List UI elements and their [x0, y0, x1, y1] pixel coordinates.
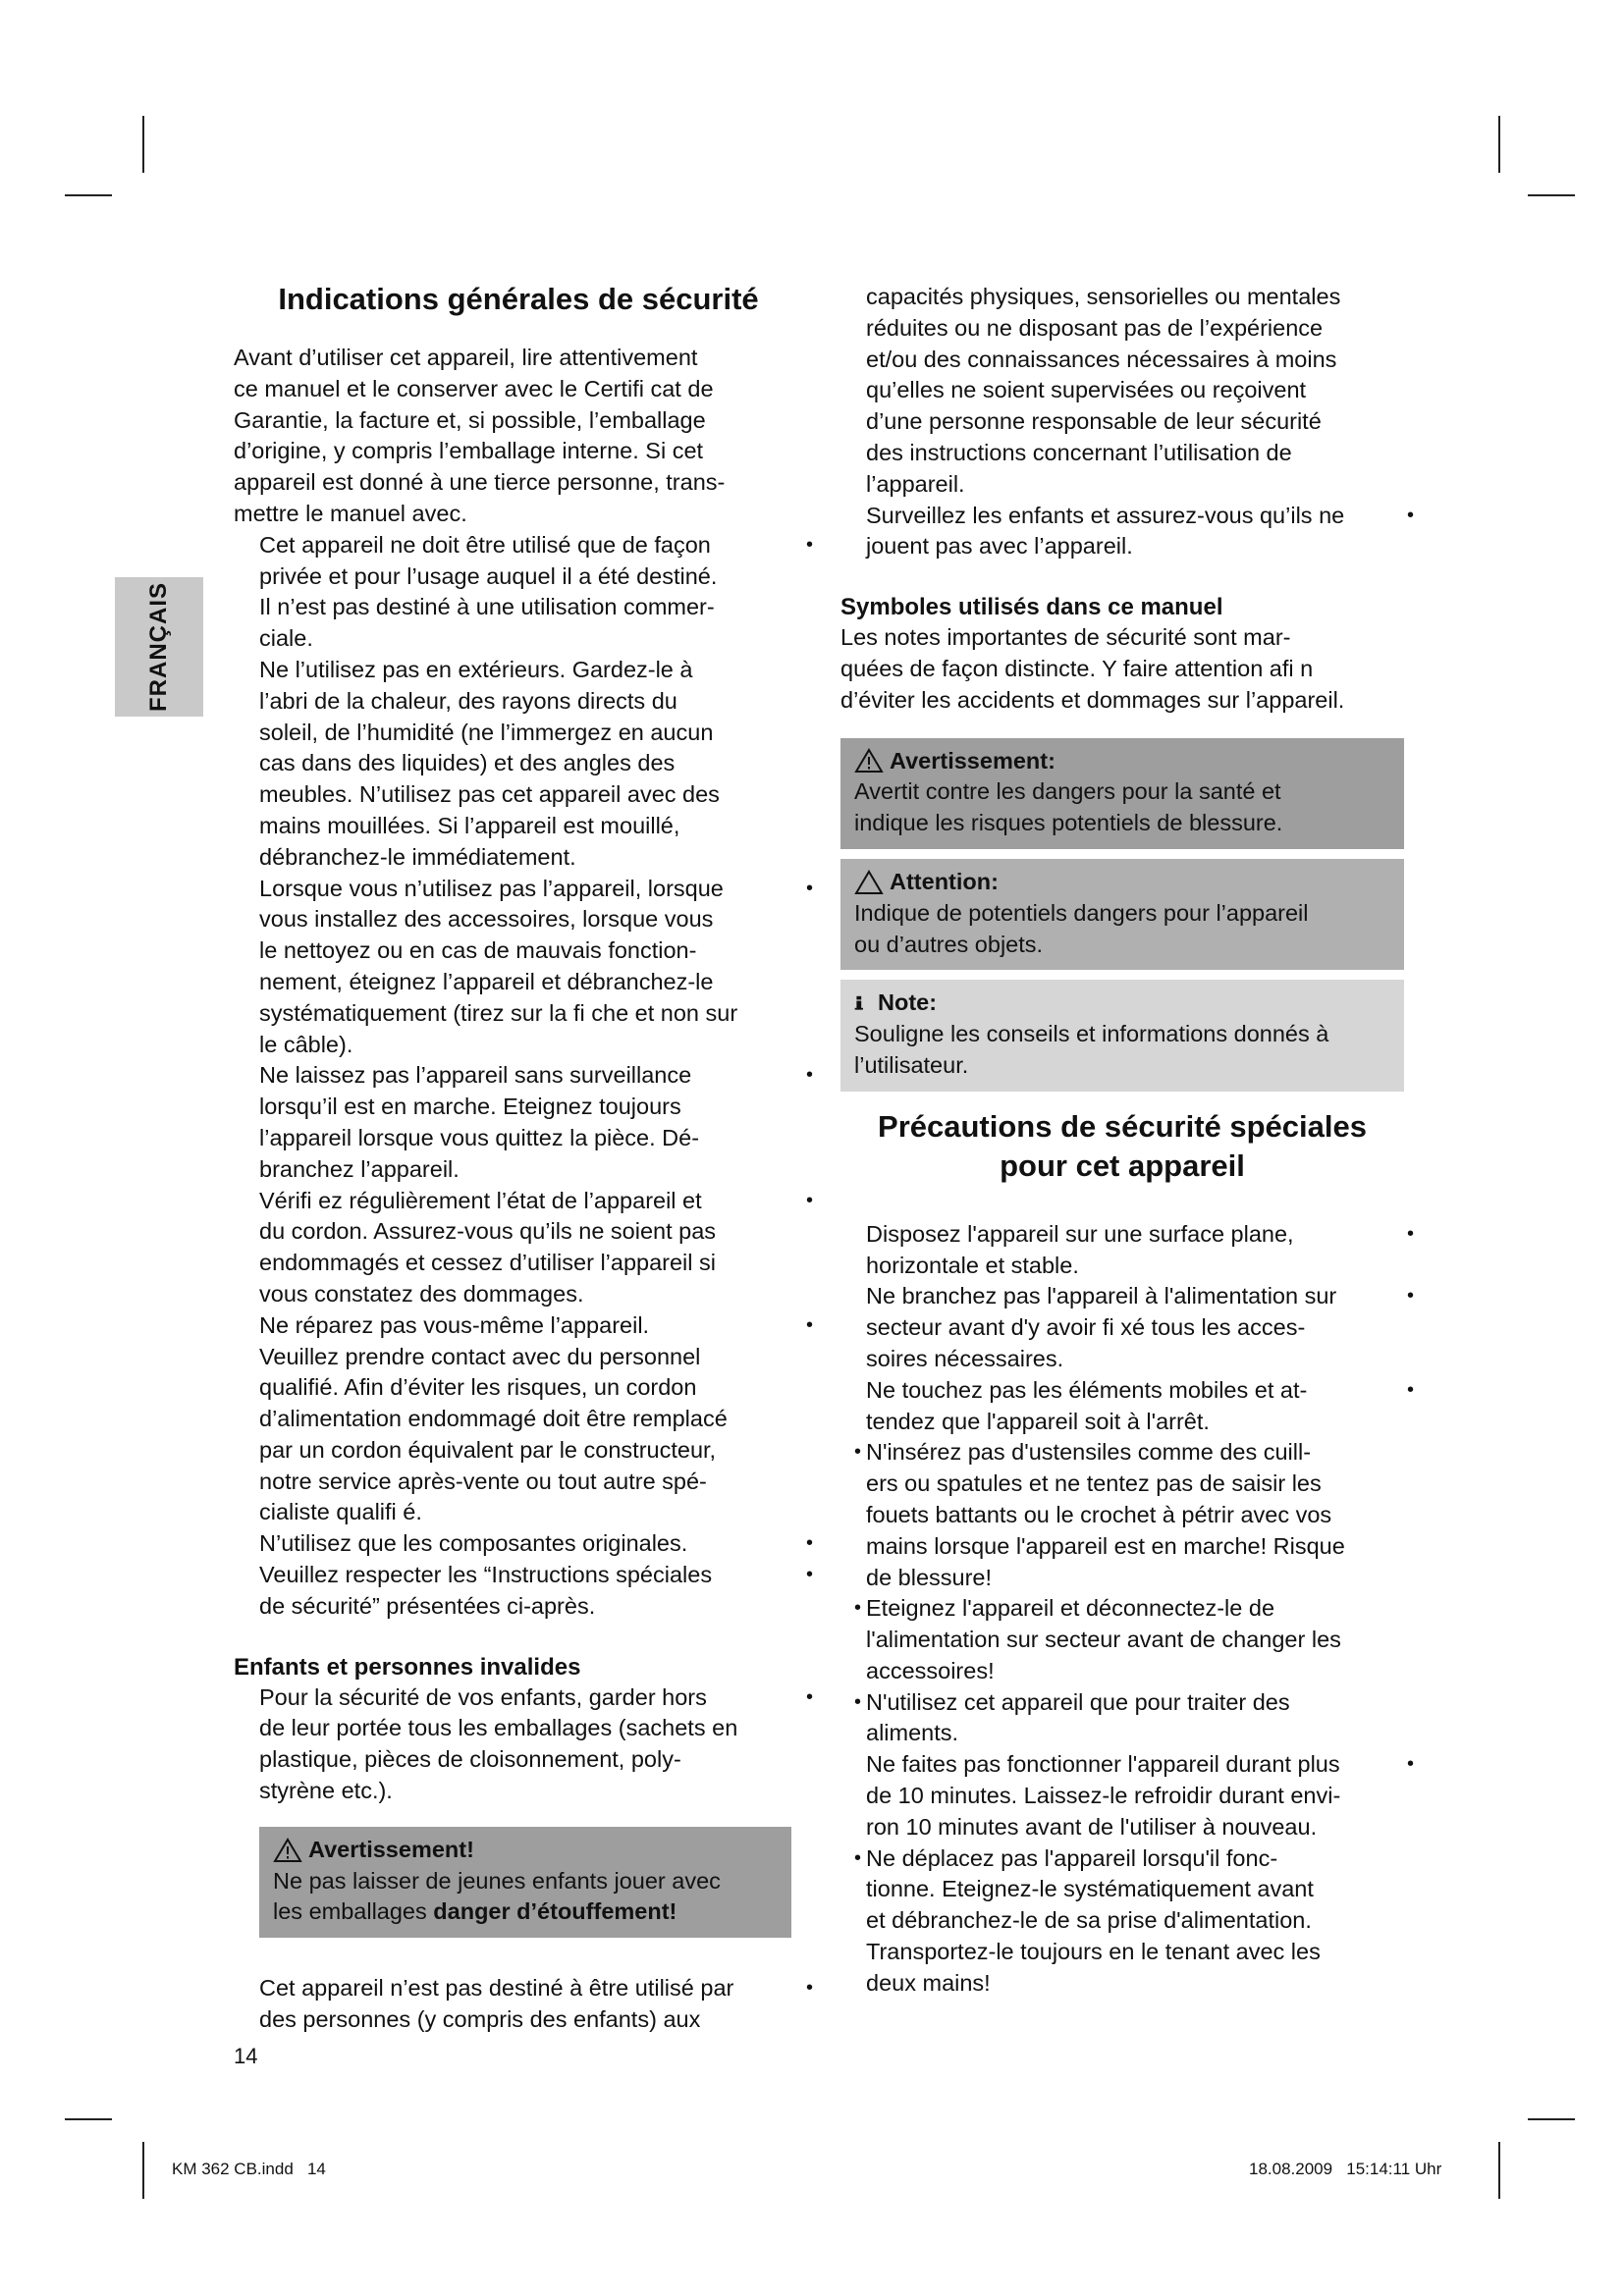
bullet-item	[234, 874, 813, 1061]
bullet-line: Ne faites pas fonctionner l'appareil durant plus	[866, 1751, 1340, 1778]
intro-line: d’origine, y compris l’emballage interne. Si cet	[234, 438, 704, 464]
bullet-line: le câble).	[259, 1031, 353, 1057]
bullet-line: ers ou spatules et ne tentez pas de saisir les	[866, 1470, 1322, 1497]
bullet-line: l'alimentation sur secteur avant de changer les	[866, 1627, 1341, 1653]
warning-box-line: Ne pas laisser de jeunes enfants jouer avec	[273, 1867, 721, 1894]
crop-mark	[1498, 2142, 1500, 2199]
bullet-line: Ne déplacez pas l'appareil lorsqu'il fonc-	[866, 1844, 1278, 1871]
warning-box-title: Avertissement!	[273, 1835, 780, 1866]
attention-legend-line: ou d’autres objets.	[854, 931, 1044, 957]
bullet-line: meubles. N’utilisez pas cet appareil avec des	[259, 781, 720, 808]
bullet-line: N'insérez pas d'ustensiles comme des cuill-	[866, 1439, 1312, 1466]
special-precautions-bullets	[840, 1219, 1414, 2000]
bullet-line: Disposez l'appareil sur une surface plane,	[866, 1220, 1294, 1247]
continuation-line: capacités physiques, sensorielles ou mentales	[866, 284, 1341, 309]
symbols-heading: Symboles utilisés dans ce manuel	[840, 594, 1223, 621]
general-safety-bullets	[234, 530, 813, 1623]
bullet-mark: •	[805, 1685, 813, 1708]
bullet-line: du cordon. Assurez-vous qu’ils ne soient pas	[259, 1218, 717, 1245]
continuation-line: d’une personne responsable de leur sécurité	[866, 408, 1322, 435]
bullet-line: aliments.	[866, 1720, 959, 1746]
language-tab-label: FRANÇAIS	[145, 582, 172, 712]
bullet-item	[234, 1310, 813, 1529]
bullet-line: privée et pour l’usage auquel il a été destiné.	[259, 562, 718, 589]
bullet-line: de 10 minutes. Laissez-le refroidir durant envi-	[866, 1783, 1341, 1809]
intro-line: ce manuel et le conserver avec le Certifi cat de	[234, 375, 714, 401]
bullet-line: endommagés et cessez d’utiliser l’appareil si	[259, 1250, 716, 1276]
bullet-mark: •	[854, 1597, 862, 1620]
bullet-line: plastique, pièces de cloisonnement, poly-	[259, 1746, 681, 1773]
bullet-line: de leur portée tous les emballages (sachets en	[259, 1715, 738, 1741]
bullet-line: branchez l’appareil.	[259, 1155, 460, 1182]
special-precautions-title: Précautions de sécurité spéciales pour cet appareil	[878, 1108, 1367, 1183]
bullet-line: Veuillez prendre contact avec du personnel	[259, 1343, 701, 1369]
bullet-item	[840, 1219, 1414, 1282]
bullet-item	[234, 1060, 813, 1185]
bullet-item	[234, 1186, 813, 1310]
bullet-line: Ne branchez pas l'appareil à l'alimentation sur	[866, 1283, 1337, 1309]
continuation-line: et/ou des connaissances nécessaires à moins	[866, 346, 1337, 372]
bullet-line: qualifié. Afin d’éviter les risques, un cordon	[259, 1374, 697, 1401]
bullet-item	[234, 1973, 813, 2036]
bullet-item	[234, 530, 813, 874]
bullet-line: de sécurité” présentées ci-après.	[259, 1592, 596, 1619]
bullet-line: fouets battants ou le crochet à pétrir avec vos	[866, 1501, 1332, 1527]
bullet-line: mains lorsque l'appareil est en marche! Risque	[866, 1532, 1345, 1559]
warning-legend-box	[840, 738, 1404, 849]
continuation-line: qu’elles ne soient supervisées ou reçoivent	[866, 377, 1307, 403]
crop-mark	[65, 194, 112, 196]
bullet-line: N’utilisez que les composantes originales.	[259, 1530, 688, 1557]
right-column	[840, 282, 1414, 2000]
bullet-line: et débranchez-le de sa prise d'alimentation.	[866, 1907, 1312, 1934]
bullet-mark: •	[1406, 504, 1414, 526]
continuation-line: des instructions concernant l’utilisation de	[866, 439, 1292, 465]
symbols-text	[840, 622, 1404, 716]
bullet-line: Cet appareil n’est pas destiné à être utilisé par	[259, 1975, 734, 2002]
bullet-line: Surveillez les enfants et assurez-vous qu’ils ne	[866, 502, 1345, 528]
bullet-line: Pour la sécurité de vos enfants, garder hors	[259, 1683, 707, 1710]
bullet-item	[840, 1687, 1404, 1750]
bullet-mark: •	[805, 1977, 813, 2000]
crop-mark	[142, 116, 144, 173]
bullet-line: Lorsque vous n’utilisez pas l’appareil, lorsque	[259, 875, 724, 901]
crop-mark	[1498, 116, 1500, 173]
language-tab	[115, 577, 203, 717]
warning-legend-title: Avertissement:	[890, 747, 1056, 774]
intro-line: appareil est donné à une tierce personne, trans-	[234, 469, 726, 496]
last-bullet	[234, 1973, 813, 2036]
continuation-line: l’appareil.	[866, 470, 965, 497]
bullet-mark: •	[1406, 1378, 1414, 1401]
bullet-item	[234, 1528, 813, 1560]
crop-mark	[1528, 194, 1575, 196]
bullet-item	[840, 1749, 1414, 1842]
note-legend-box	[840, 980, 1404, 1091]
bullet-item	[840, 1281, 1414, 1374]
left-column	[234, 280, 813, 2036]
bullet-line: secteur avant d'y avoir fi xé tous les acces-	[866, 1314, 1306, 1341]
bullet-mark: •	[1406, 1753, 1414, 1776]
bullet-line: soires nécessaires.	[866, 1345, 1064, 1371]
bullet-line: Ne touchez pas les éléments mobiles et at-	[866, 1376, 1308, 1403]
bullet-mark: •	[805, 533, 813, 556]
page-number: 14	[234, 2044, 258, 2068]
info-icon	[854, 990, 872, 1016]
bullet-line: par un cordon équivalent par le constructeur,	[259, 1436, 717, 1463]
attention-legend-box	[840, 859, 1404, 970]
bullet-line: Veuillez respecter les “Instructions spéciales	[259, 1562, 713, 1588]
bullet-mark: •	[1406, 1222, 1414, 1245]
bullet-line: tendez que l'appareil soit à l'arrêt.	[866, 1408, 1210, 1434]
bullet-line: Ne laissez pas l’appareil sans surveillance	[259, 1062, 692, 1089]
children-warning-box	[259, 1827, 791, 1938]
bullet-item	[840, 1593, 1404, 1686]
bullet-line: cialiste qualifi é.	[259, 1499, 422, 1525]
bullet-line: ron 10 minutes avant de l'utiliser à nouveau.	[866, 1813, 1318, 1840]
continuation-line: réduites ou ne disposant pas de l’expérience	[866, 314, 1324, 341]
general-safety-title: Indications générales de sécurité	[278, 282, 759, 316]
warning-box-line: les emballages danger d’étouffement!	[273, 1898, 677, 1925]
crop-mark	[142, 2142, 144, 2199]
bullet-item	[234, 1682, 813, 1807]
intro-line: Avant d’utiliser cet appareil, lire attentivement	[234, 345, 698, 370]
bullet-line: cas dans des liquides) et des angles des	[259, 750, 676, 776]
bullet-line: vous installez des accessoires, lorsque vous	[259, 906, 714, 933]
bullet-line: tionne. Eteignez-le systématiquement avant	[866, 1876, 1314, 1902]
bullet-line: soleil, de l’humidité (ne l’immergez en aucun	[259, 719, 714, 745]
children-heading: Enfants et personnes invalides	[234, 1653, 581, 1681]
footer-timestamp: 18.08.2009 15:14:11 Uhr	[1249, 2160, 1442, 2178]
bullet-mark: •	[854, 1441, 862, 1464]
bullet-line: styrène etc.).	[259, 1778, 393, 1804]
bullet-line: débranchez-le immédiatement.	[259, 843, 576, 870]
continuation-paragraph	[840, 282, 1404, 501]
bullet-line: ciale.	[259, 625, 313, 652]
bullet-line: nement, éteignez l’appareil et débranchez-le	[259, 968, 714, 994]
bullet-line: Transportez-le toujours en le tenant avec les	[866, 1939, 1321, 1965]
symbols-line: Les notes importantes de sécurité sont mar-	[840, 624, 1291, 651]
bullet-line: Eteignez l'appareil et déconnectez-le de	[866, 1595, 1275, 1622]
footer-file-info: KM 362 CB.indd 14	[172, 2160, 326, 2178]
note-legend-title: Note:	[878, 989, 938, 1016]
bullet-line: Il n’est pas destiné à une utilisation commer-	[259, 594, 715, 620]
symbols-line: d’éviter les accidents et dommages sur l’appareil.	[840, 686, 1345, 713]
note-legend-line: l’utilisateur.	[854, 1051, 969, 1078]
bullet-line: systématiquement (tirez sur la fi che et non sur	[259, 999, 738, 1026]
warning-legend-line: indique les risques potentiels de blessure.	[854, 810, 1283, 836]
warning-legend-line: Avertit contre les dangers pour la santé et	[854, 778, 1281, 805]
bullet-item	[840, 501, 1414, 563]
note-legend-line: Souligne les conseils et informations donnés à	[854, 1021, 1329, 1047]
bullet-line: lorsqu’il est en marche. Eteignez toujours	[259, 1094, 681, 1120]
intro-paragraph	[234, 343, 803, 530]
bullet-mark: •	[805, 1189, 813, 1211]
bullet-line: des personnes (y compris des enfants) aux	[259, 2006, 701, 2033]
bullet-line: de blessure!	[866, 1564, 993, 1590]
bullet-mark: •	[805, 1064, 813, 1087]
bullet-mark: •	[805, 1564, 813, 1586]
bullet-line: l’appareil lorsque vous quittez la pièce. Dé-	[259, 1124, 700, 1150]
bullet-line: notre service après-vente ou tout autre spé-	[259, 1468, 707, 1494]
attention-triangle-icon	[854, 870, 884, 895]
bullet-item	[840, 1437, 1404, 1593]
supervise-bullet	[840, 501, 1414, 563]
bullet-line: Ne réparez pas vous-même l’appareil.	[259, 1311, 650, 1338]
attention-legend-line: Indique de potentiels dangers pour l’appareil	[854, 899, 1309, 926]
bullet-line: le nettoyez ou en cas de mauvais fonction-	[259, 937, 697, 964]
bullet-line: deux mains!	[866, 1969, 991, 1996]
bullet-line: vous constatez des dommages.	[259, 1280, 584, 1307]
bullet-line: d’alimentation endommagé doit être remplacé	[259, 1406, 728, 1432]
attention-legend-title: Attention:	[890, 868, 999, 894]
crop-mark	[65, 2118, 112, 2120]
bullet-line: mains mouillées. Si l’appareil est mouillé,	[259, 812, 680, 838]
bullet-line: Vérifi ez régulièrement l’état de l’appareil et	[259, 1187, 702, 1213]
intro-line: mettre le manuel avec.	[234, 500, 467, 526]
bullet-mark: •	[1406, 1285, 1414, 1308]
bullet-item	[234, 1560, 813, 1623]
bullet-line: jouent pas avec l’appareil.	[866, 533, 1133, 560]
symbols-line: quées de façon distincte. Y faire attention afi n	[840, 655, 1314, 681]
crop-mark	[1528, 2118, 1575, 2120]
warning-triangle-icon	[854, 748, 884, 774]
bullet-mark: •	[854, 1690, 862, 1713]
warning-triangle-icon	[273, 1838, 302, 1863]
bullet-mark: •	[805, 1313, 813, 1336]
bullet-mark: •	[805, 1532, 813, 1555]
bullet-line: Cet appareil ne doit être utilisé que de façon	[259, 531, 711, 558]
children-bullet	[234, 1682, 813, 1807]
bullet-line: Ne l’utilisez pas en extérieurs. Gardez-le à	[259, 656, 693, 682]
bullet-line: N'utilisez cet appareil que pour traiter des	[866, 1688, 1290, 1715]
intro-line: Garantie, la facture et, si possible, l’emballage	[234, 406, 706, 433]
bullet-mark: •	[805, 877, 813, 899]
bullet-line: l’abri de la chaleur, des rayons directs du	[259, 687, 677, 714]
bullet-line: horizontale et stable.	[866, 1252, 1079, 1278]
bullet-item	[840, 1843, 1404, 2000]
bullet-item	[840, 1375, 1414, 1438]
bullet-mark: •	[854, 1846, 862, 1869]
bullet-line: accessoires!	[866, 1657, 995, 1683]
